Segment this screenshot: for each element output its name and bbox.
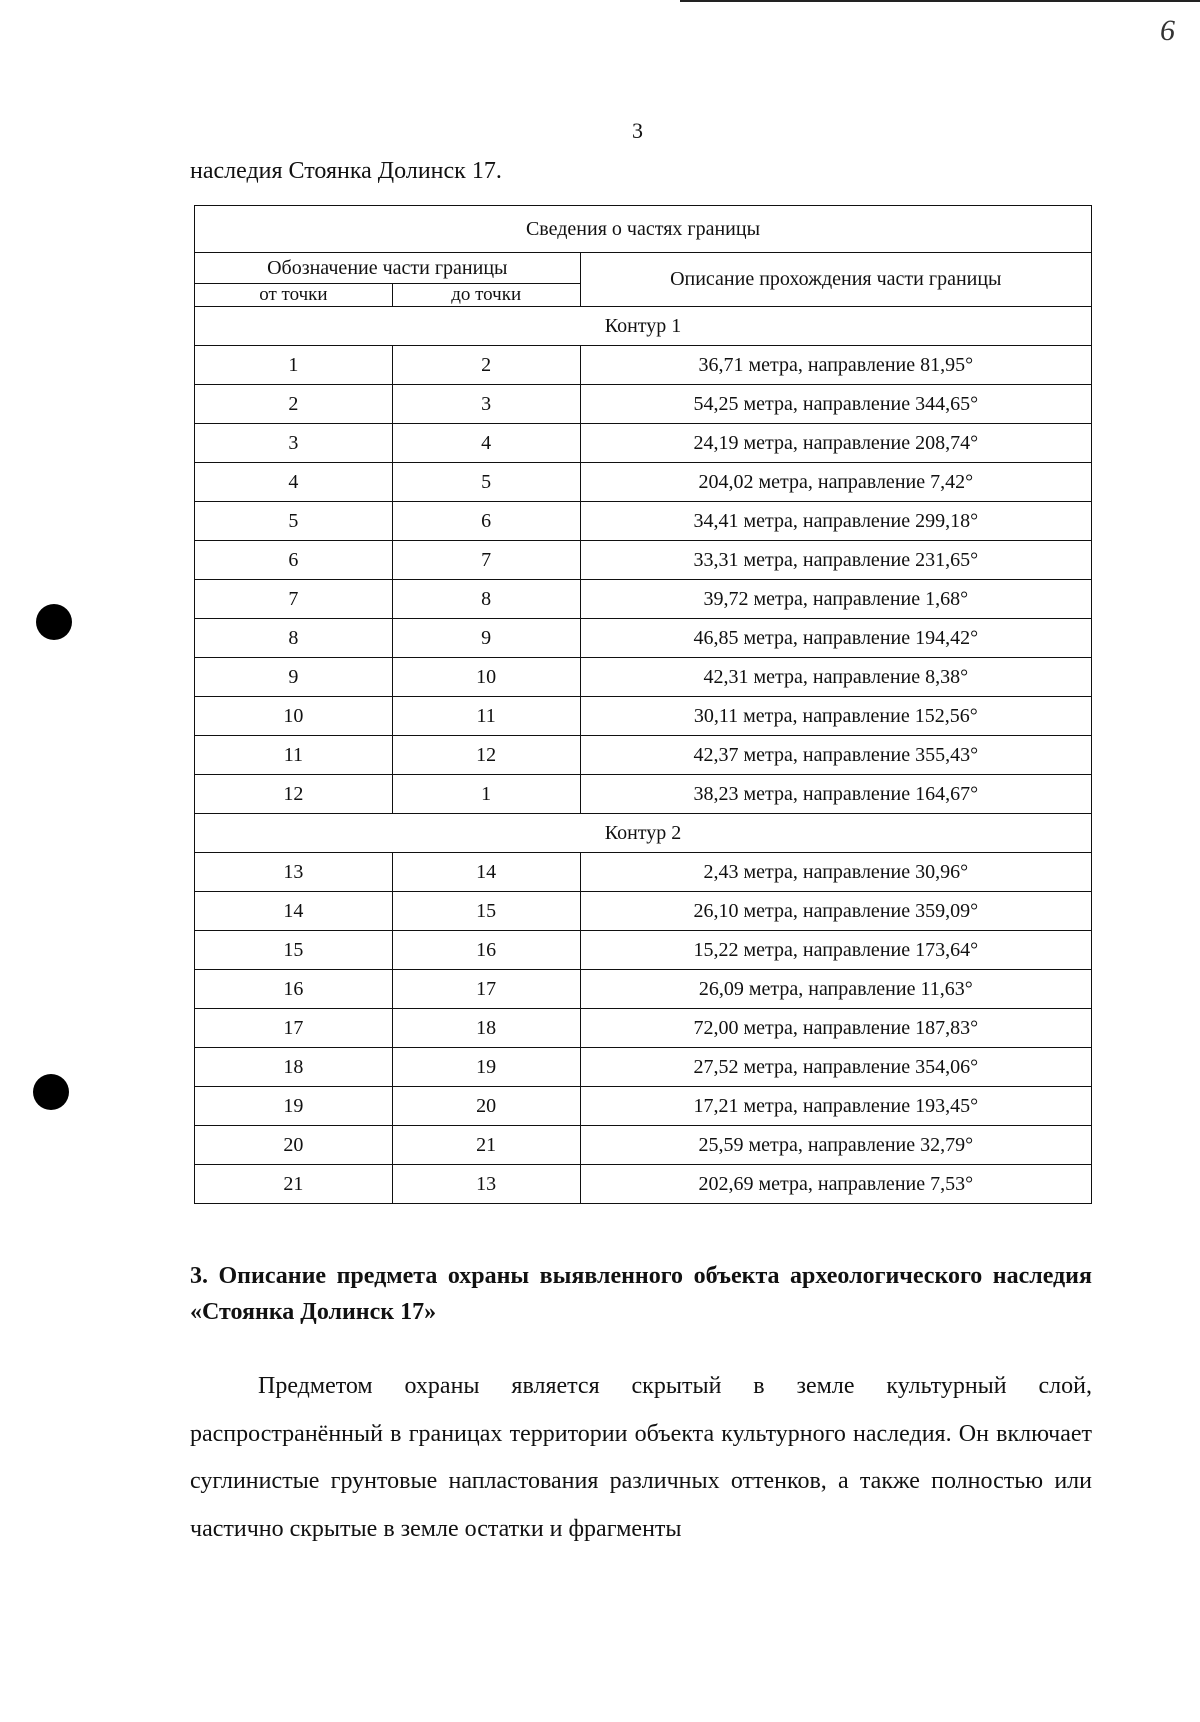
from-point-cell: 11 — [195, 736, 393, 775]
to-point-cell: 1 — [392, 775, 580, 814]
description-cell: 39,72 метра, направление 1,68° — [580, 580, 1091, 619]
description-cell: 34,41 метра, направление 299,18° — [580, 502, 1091, 541]
to-point-cell: 4 — [392, 424, 580, 463]
boundary-table — [194, 205, 1092, 1204]
to-point-cell: 5 — [392, 463, 580, 502]
table-row — [195, 1126, 1092, 1165]
from-point-cell: 21 — [195, 1165, 393, 1204]
from-point-cell: 7 — [195, 580, 393, 619]
to-point-cell: 17 — [392, 970, 580, 1009]
handwritten-page-number: 6 — [1160, 14, 1175, 47]
table-row — [195, 385, 1092, 424]
col-from-header: от точки — [195, 284, 393, 307]
description-cell: 27,52 метра, направление 354,06° — [580, 1048, 1091, 1087]
page-number: 3 — [632, 118, 643, 143]
description-cell: 17,21 метра, направление 193,45° — [580, 1087, 1091, 1126]
from-point-cell: 16 — [195, 970, 393, 1009]
table-row — [195, 1048, 1092, 1087]
description-cell: 38,23 метра, направление 164,67° — [580, 775, 1091, 814]
from-point-cell: 3 — [195, 424, 393, 463]
description-cell: 24,19 метра, направление 208,74° — [580, 424, 1091, 463]
from-point-cell: 9 — [195, 658, 393, 697]
from-point-cell: 19 — [195, 1087, 393, 1126]
table-row — [195, 580, 1092, 619]
description-cell: 25,59 метра, направление 32,79° — [580, 1126, 1091, 1165]
table-row — [195, 463, 1092, 502]
from-point-cell: 17 — [195, 1009, 393, 1048]
from-point-cell: 1 — [195, 346, 393, 385]
to-point-cell: 13 — [392, 1165, 580, 1204]
from-point-cell: 20 — [195, 1126, 393, 1165]
top-edge-line — [680, 0, 1200, 2]
to-point-cell: 11 — [392, 697, 580, 736]
description-cell: 26,10 метра, направление 359,09° — [580, 892, 1091, 931]
description-cell: 15,22 метра, направление 173,64° — [580, 931, 1091, 970]
description-cell: 30,11 метра, направление 152,56° — [580, 697, 1091, 736]
to-point-cell: 18 — [392, 1009, 580, 1048]
table-row — [195, 502, 1092, 541]
to-point-cell: 16 — [392, 931, 580, 970]
from-point-cell: 13 — [195, 853, 393, 892]
to-point-cell: 2 — [392, 346, 580, 385]
from-point-cell: 18 — [195, 1048, 393, 1087]
description-cell: 36,71 метра, направление 81,95° — [580, 346, 1091, 385]
table-row — [195, 892, 1092, 931]
description-cell: 204,02 метра, направление 7,42° — [580, 463, 1091, 502]
punch-hole — [33, 1074, 69, 1110]
from-point-cell: 12 — [195, 775, 393, 814]
lead-text: наследия Стоянка Долинск 17. — [190, 158, 502, 184]
to-point-cell: 20 — [392, 1087, 580, 1126]
from-point-cell: 6 — [195, 541, 393, 580]
col-to-header: до точки — [392, 284, 580, 307]
to-point-cell: 12 — [392, 736, 580, 775]
to-point-cell: 9 — [392, 619, 580, 658]
table-row — [195, 853, 1092, 892]
table-row — [195, 931, 1092, 970]
table-row — [195, 775, 1092, 814]
to-point-cell: 14 — [392, 853, 580, 892]
contour-label: Контур 2 — [195, 814, 1092, 853]
section-heading: 3. Описание предмета охраны выявленного объекта археологического наследия «Стоянка Долинск 17» — [190, 1263, 1092, 1325]
from-point-cell: 2 — [195, 385, 393, 424]
table-row — [195, 1165, 1092, 1204]
body-paragraph: Предметом охраны является скрытый в земле культурный слой, распространённый в границах территории объекта культурного наследия. Он включает суглинистые грунтовые напластования различных оттенков, а также полностью или частично скрытые в земле остатки и фрагменты — [190, 1373, 1092, 1542]
to-point-cell: 3 — [392, 385, 580, 424]
table-row — [195, 697, 1092, 736]
from-point-cell: 8 — [195, 619, 393, 658]
description-cell: 42,37 метра, направление 355,43° — [580, 736, 1091, 775]
to-point-cell: 8 — [392, 580, 580, 619]
table-row — [195, 658, 1092, 697]
to-point-cell: 19 — [392, 1048, 580, 1087]
to-point-cell: 15 — [392, 892, 580, 931]
table-title: Сведения о частях границы — [195, 206, 1092, 253]
from-point-cell: 4 — [195, 463, 393, 502]
table-row — [195, 970, 1092, 1009]
punch-hole — [36, 604, 72, 640]
description-cell: 202,69 метра, направление 7,53° — [580, 1165, 1091, 1204]
table-row — [195, 346, 1092, 385]
table-row — [195, 424, 1092, 463]
to-point-cell: 6 — [392, 502, 580, 541]
to-point-cell: 21 — [392, 1126, 580, 1165]
description-cell: 54,25 метра, направление 344,65° — [580, 385, 1091, 424]
col-group-header: Обозначение части границы — [195, 253, 581, 284]
description-cell: 72,00 метра, направление 187,83° — [580, 1009, 1091, 1048]
contour-label: Контур 1 — [195, 307, 1092, 346]
description-cell: 26,09 метра, направление 11,63° — [580, 970, 1091, 1009]
description-cell: 46,85 метра, направление 194,42° — [580, 619, 1091, 658]
description-cell: 33,31 метра, направление 231,65° — [580, 541, 1091, 580]
table-row — [195, 1087, 1092, 1126]
table-row — [195, 541, 1092, 580]
col-description-header: Описание прохождения части границы — [580, 253, 1091, 307]
description-cell: 2,43 метра, направление 30,96° — [580, 853, 1091, 892]
from-point-cell: 5 — [195, 502, 393, 541]
to-point-cell: 7 — [392, 541, 580, 580]
from-point-cell: 10 — [195, 697, 393, 736]
from-point-cell: 15 — [195, 931, 393, 970]
from-point-cell: 14 — [195, 892, 393, 931]
table-row — [195, 619, 1092, 658]
table-row — [195, 736, 1092, 775]
table-row — [195, 1009, 1092, 1048]
to-point-cell: 10 — [392, 658, 580, 697]
description-cell: 42,31 метра, направление 8,38° — [580, 658, 1091, 697]
